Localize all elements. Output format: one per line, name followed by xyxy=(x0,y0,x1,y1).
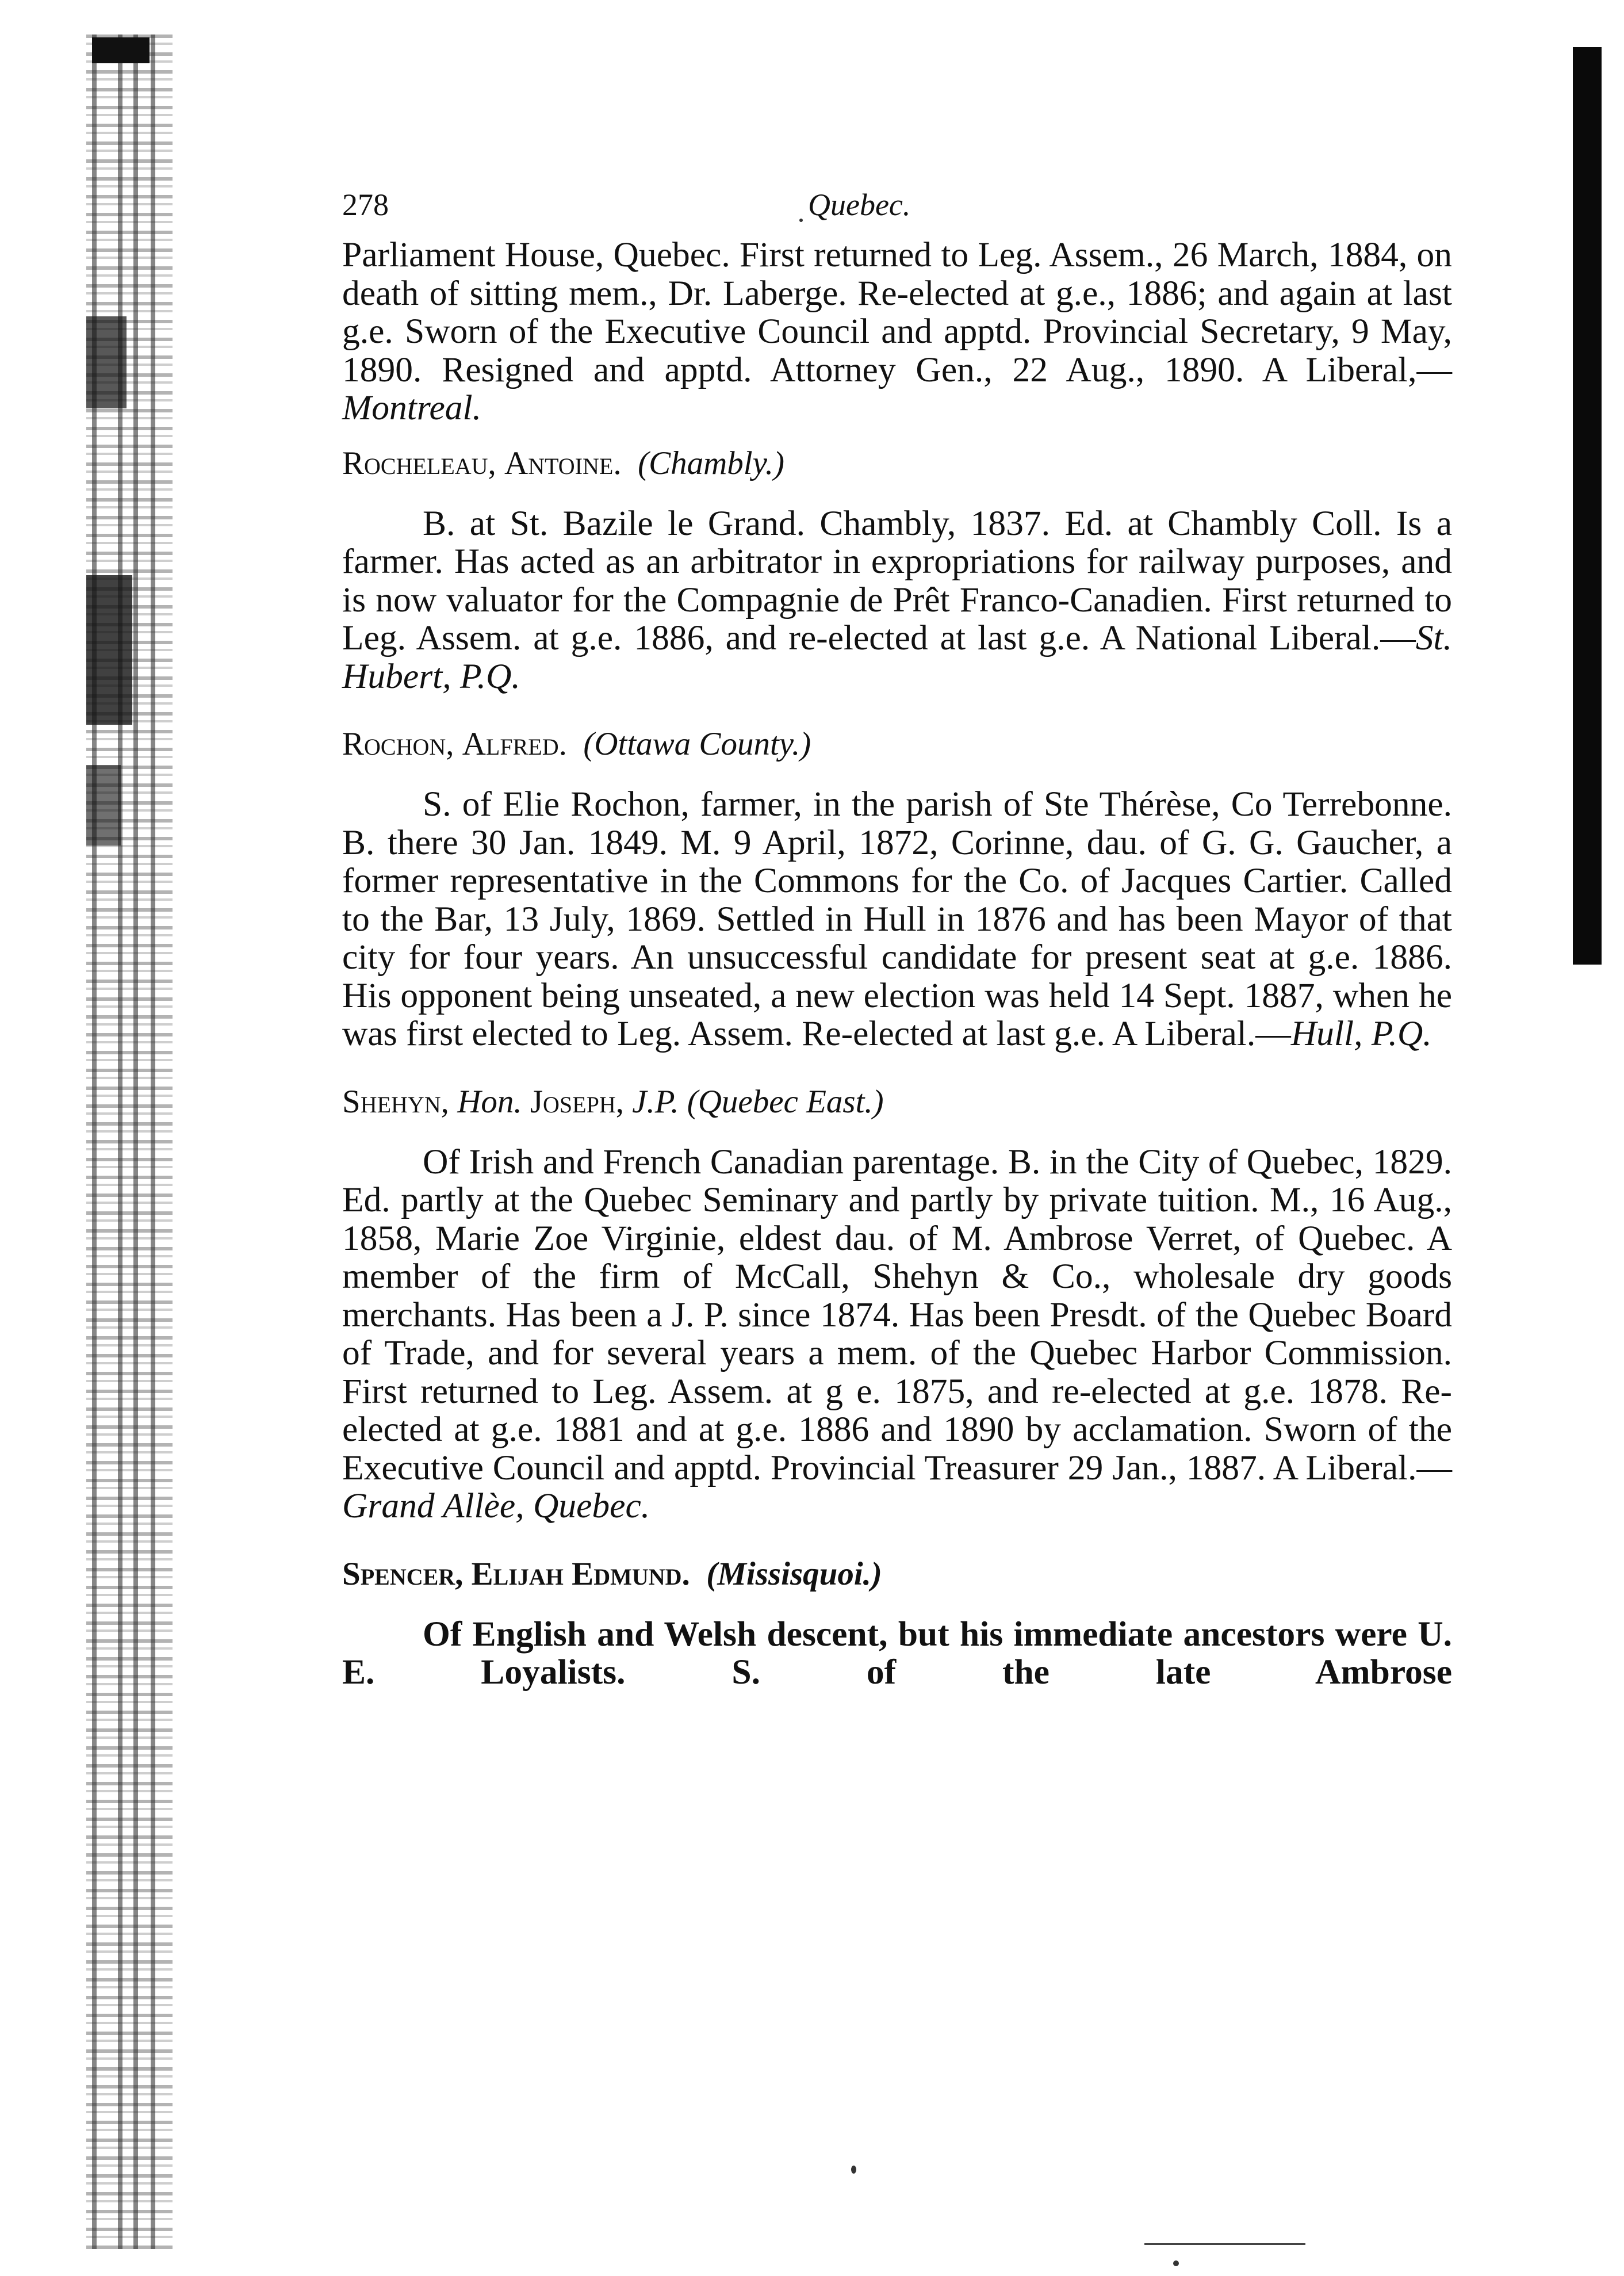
biography-entry xyxy=(342,1555,1452,1692)
entry-given-names: Joseph, xyxy=(530,1083,624,1120)
biography-entry xyxy=(342,725,1452,1053)
entry-heading xyxy=(342,1555,1452,1593)
scan-edge-bar xyxy=(1573,47,1602,965)
gutter-block xyxy=(86,575,132,725)
page-number: 278 xyxy=(342,188,389,222)
entry-heading xyxy=(342,1083,1452,1121)
entry-bio xyxy=(342,785,1452,1053)
entry-bio xyxy=(342,1615,1452,1692)
entry-constituency: (Missisquoi.) xyxy=(706,1555,882,1592)
entry-constituency: (Quebec East.) xyxy=(687,1083,884,1120)
entry-given-names: Elijah Edmund. xyxy=(471,1555,690,1592)
entry-constituency: (Ottawa County.) xyxy=(583,726,811,762)
scan-streak xyxy=(1144,2243,1305,2245)
gutter-block xyxy=(86,765,121,846)
gutter-line xyxy=(133,35,138,2249)
entry-residence: Hull, P.Q. xyxy=(1290,1014,1432,1053)
gutter-line xyxy=(151,35,155,2249)
entry-surname: Spencer, xyxy=(342,1555,464,1592)
entry-residence: Grand Allèe, Quebec. xyxy=(342,1486,650,1525)
entry-bio-text: S. of Elie Rochon, farmer, in the parish of Ste Thérèse, Co Terrebonne. B. there 30 Jan. 1849. M. 9 April, 1872, Corinne, dau. of G. G. Gaucher, a former representative in the Commons for the Co. of Jacques Cartier. Called to the Bar, 13 July, 1869. Settled in Hull in 1876 and has been Mayor of that city for four years. An unsuccessful candidate for present seat at g.e. 1886. His opponent being unseated, a new election was held 14 Sept. 1887, when he was first elected to Leg. Assem. Re-elected at last g.e. A Liberal.— xyxy=(342,785,1452,1053)
continuation-paragraph xyxy=(342,236,1452,427)
entry-bio xyxy=(342,1143,1452,1525)
scan-speck xyxy=(1173,2260,1179,2266)
continuation-text: Parliament House, Quebec. First returned to Leg. Assem., 26 March, 1884, on death of sitting mem., Dr. Laberge. Re-elected at g.e., 1886; and again at last g.e. Sworn of the Executive Council and apptd. Provincial Secretary, 9 May, 1890. Resigned and apptd. Attorney Gen., 22 Aug., 1890. A Liberal,— xyxy=(342,235,1452,389)
entry-heading xyxy=(342,445,1452,483)
entry-suffix: J.P. xyxy=(632,1083,679,1120)
biography-entry xyxy=(342,1083,1452,1525)
page-header xyxy=(342,173,1452,236)
entry-residence: St. Hubert, P.Q. xyxy=(342,618,1452,696)
running-head: Quebec. xyxy=(808,188,911,222)
entry-bio-text: B. at St. Bazile le Grand. Chambly, 1837. Ed. at Chambly Coll. Is a farmer. Has acted as an arbitrator in expropriations for railway purposes, and is now valuator for the Compagnie de Prêt Franco-Canadien. First returned to Leg. Assem. at g.e. 1886, and re-elected at last g.e. A National Liberal.— xyxy=(342,503,1452,657)
entry-constituency: (Chambly.) xyxy=(638,445,784,481)
entry-given-names: Antoine. xyxy=(504,445,622,481)
entry-bio-text: Of English and Welsh descent, but his immediate ancestors were U. E. Loyalists. S. of the late Ambrose xyxy=(342,1614,1452,1692)
entry-surname: Shehyn, xyxy=(342,1083,449,1120)
gutter-block xyxy=(86,316,127,408)
entry-honorific: Hon. xyxy=(457,1083,522,1120)
document-page xyxy=(342,173,1452,1692)
entry-heading xyxy=(342,725,1452,763)
continuation-residence: Montreal. xyxy=(342,388,481,427)
biography-entry xyxy=(342,445,1452,696)
entry-bio-text: Of Irish and French Canadian parentage. B. in the City of Quebec, 1829. Ed. partly at the Quebec Seminary and partly by private tuition. M., 16 Aug., 1858, Marie Zoe Virginie, eldest dau. of M. Ambrose Verret, of Quebec. A member of the firm of McCall, Shehyn & Co., wholesale dry goods merchants. Has been a J. P. since 1874. Has been Presdt. of the Quebec Board of Trade, and for several years a mem. of the Quebec Harbor Commission. First returned to Leg. Assem. at g e. 1875, and re-elected at g.e. 1878. Re-elected at g.e. 1881 and at g.e. 1886 and 1890 by acclamation. Sworn of the Executive Council and apptd. Provincial Treasurer 29 Jan., 1887. A Liberal.— xyxy=(342,1142,1452,1487)
scan-speck xyxy=(851,2166,856,2174)
entry-bio xyxy=(342,504,1452,696)
entry-surname: Rocheleau, xyxy=(342,445,496,481)
gutter-block xyxy=(92,37,150,63)
entry-surname: Rochon, xyxy=(342,726,454,762)
entry-given-names: Alfred. xyxy=(462,726,567,762)
